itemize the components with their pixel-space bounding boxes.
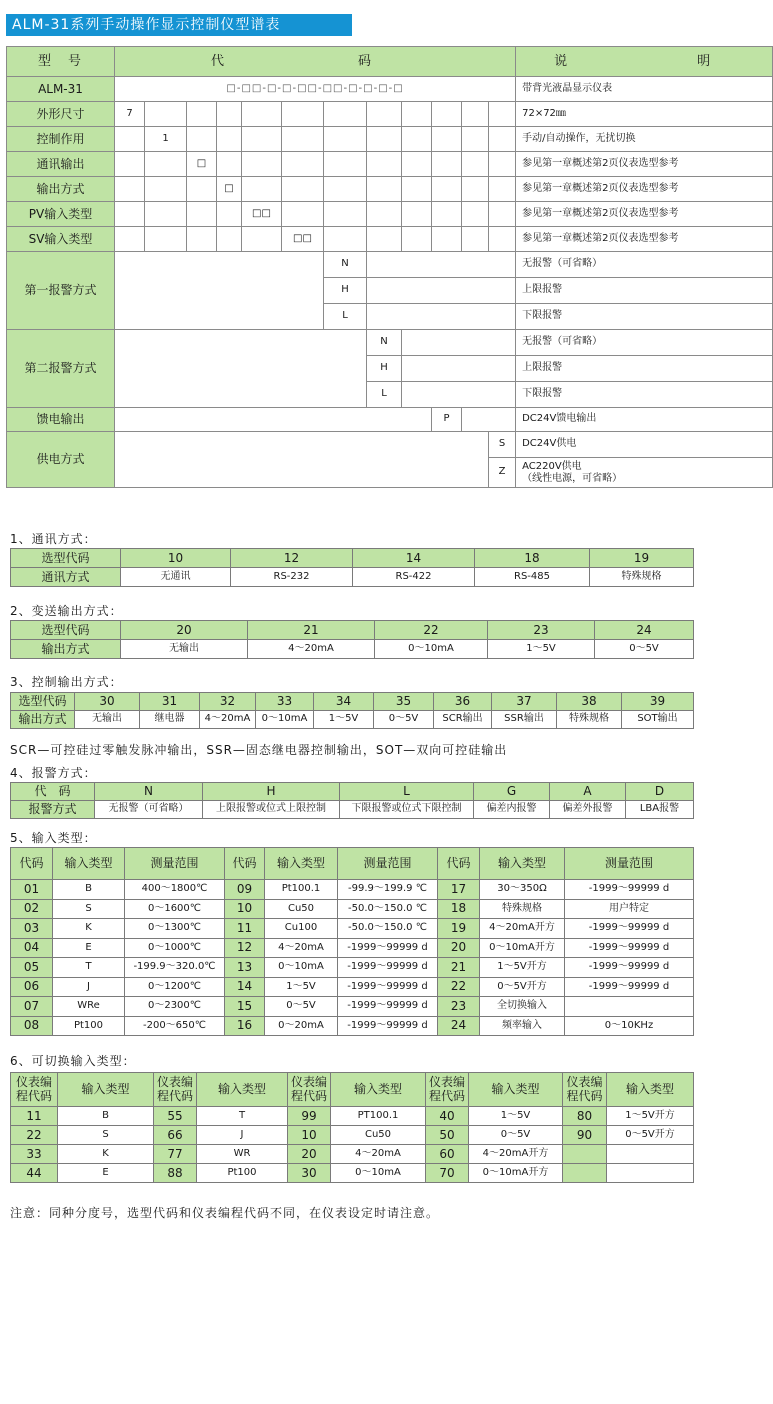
row-code: 7 [115, 102, 145, 127]
input-range-cell: -199.9～320.0℃ [125, 958, 225, 978]
input-type-cell: 0～20mA [265, 1016, 338, 1036]
input-range-cell: 0～1000℃ [125, 938, 225, 958]
input-col-header: 代码 [438, 848, 480, 880]
transmit-value: 0～10mA [375, 640, 488, 659]
transmit-row-label: 输出方式 [11, 640, 121, 659]
switchable-type-cell: WR [197, 1145, 288, 1164]
program-code-cell: 66 [154, 1126, 197, 1145]
switchable-type-cell: 0～10mA [331, 1164, 426, 1183]
alarm-value: 上限报警或位式上限控制 [203, 801, 340, 819]
alarm1-row [7, 304, 773, 330]
alarm-head-label: 代 码 [11, 783, 95, 801]
alarm-value: 下限报警或位式下限控制 [340, 801, 474, 819]
transmit-code: 24 [595, 621, 694, 640]
alarm2-desc: 上限报警 [516, 356, 773, 382]
switchable-type-cell: 4～20mA开方 [469, 1145, 563, 1164]
spec-row [7, 152, 773, 177]
input-code-cell: 19 [438, 919, 480, 939]
program-code-cell [563, 1164, 607, 1183]
spec-row [7, 102, 773, 127]
input-code-cell: 03 [11, 919, 53, 939]
spec-row [7, 227, 773, 252]
input-type-cell: 1～5V开方 [480, 958, 565, 978]
program-code-cell: 70 [426, 1164, 469, 1183]
input-code-cell: 23 [438, 997, 480, 1017]
control-value: 4～20mA [200, 711, 256, 729]
control-head-label: 选型代码 [11, 693, 75, 711]
comm-value: 无通讯 [121, 568, 231, 587]
model-header: 型 号 [7, 47, 115, 77]
input-type-cell: 0～10mA [265, 958, 338, 978]
alarm2-row [7, 330, 773, 356]
switchable-header-row [11, 1073, 694, 1107]
alarm-code: A [550, 783, 626, 801]
alarm2-code: L [367, 382, 402, 408]
input-type-cell: J [53, 977, 125, 997]
input-range-cell: 0～1600℃ [125, 899, 225, 919]
input-type-cell: Pt100.1 [265, 880, 338, 900]
switchable-type-cell: Pt100 [197, 1164, 288, 1183]
alm-label: ALM-31 [7, 77, 115, 102]
alarm-value: 无报警（可省略） [95, 801, 203, 819]
input-type-cell: 特殊规格 [480, 899, 565, 919]
input-type-cell: 1～5V [265, 977, 338, 997]
input-type-cell: S [53, 899, 125, 919]
control-code: 35 [374, 693, 434, 711]
alarm2-row [7, 356, 773, 382]
input-type-cell: 30～350Ω [480, 880, 565, 900]
section6-title: 6、可切换输入类型： [10, 1054, 136, 1068]
row-desc: 参见第一章概述第2页仪表选型参考 [516, 227, 773, 252]
alarm1-code: L [324, 304, 367, 330]
input-type-row [11, 938, 694, 958]
row-label: PV输入类型 [7, 202, 115, 227]
input-col-header: 测量范围 [338, 848, 438, 880]
switchable-input-body [11, 1107, 694, 1183]
input-type-cell: Cu100 [265, 919, 338, 939]
row-code: □ [217, 177, 242, 202]
comm-value: RS-422 [353, 568, 475, 587]
spec-row [7, 202, 773, 227]
switchable-col-header: 输入类型 [331, 1073, 426, 1107]
input-type-row [11, 899, 694, 919]
input-code-cell: 06 [11, 977, 53, 997]
feed-desc: DC24V馈电输出 [516, 408, 773, 432]
transmit-code: 20 [121, 621, 248, 640]
switchable-col-header: 仪表编 程代码 [11, 1073, 58, 1107]
input-code-cell: 17 [438, 880, 480, 900]
control-value: SSR输出 [492, 711, 557, 729]
power-row [7, 458, 773, 488]
control-code: 36 [434, 693, 492, 711]
row-code: □□ [282, 227, 324, 252]
input-code-cell: 24 [438, 1016, 480, 1036]
control-code: 38 [557, 693, 622, 711]
input-type-cell: E [53, 938, 125, 958]
code-header: 代 码 [115, 47, 516, 77]
alarm1-desc: 下限报警 [516, 304, 773, 330]
alarm-value: LBA报警 [626, 801, 694, 819]
alarm-code: G [474, 783, 550, 801]
row-label: 外形尺寸 [7, 102, 115, 127]
input-range-cell: -1999～99999 d [338, 1016, 438, 1036]
input-range-cell: -1999～99999 d [565, 977, 694, 997]
alarm-code: L [340, 783, 474, 801]
input-code-cell: 22 [438, 977, 480, 997]
input-type-cell: 4～20mA [265, 938, 338, 958]
input-code-cell: 16 [225, 1016, 265, 1036]
alarm-code: N [95, 783, 203, 801]
switchable-type-cell: 0～5V [469, 1126, 563, 1145]
comm-value: RS-485 [475, 568, 590, 587]
switchable-col-header: 仪表编 程代码 [563, 1073, 607, 1107]
input-type-cell: B [53, 880, 125, 900]
control-code: 32 [200, 693, 256, 711]
control-code: 30 [75, 693, 140, 711]
program-code-cell: 50 [426, 1126, 469, 1145]
row-code: 1 [145, 127, 187, 152]
input-code-cell: 15 [225, 997, 265, 1017]
program-code-cell: 90 [563, 1126, 607, 1145]
power-row [7, 432, 773, 458]
alarm1-row [7, 278, 773, 304]
model-spec-table [6, 46, 773, 488]
comm-code: 12 [231, 549, 353, 568]
input-code-cell: 07 [11, 997, 53, 1017]
input-range-cell: -1999～99999 d [338, 938, 438, 958]
switchable-type-cell: S [58, 1126, 154, 1145]
input-col-header: 测量范围 [565, 848, 694, 880]
alarm-code-row [11, 783, 694, 801]
switchable-type-cell: K [58, 1145, 154, 1164]
input-range-cell: 400～1800℃ [125, 880, 225, 900]
alarm2-code: N [367, 330, 402, 356]
switchable-col-header: 输入类型 [58, 1073, 154, 1107]
program-code-cell: 22 [11, 1126, 58, 1145]
program-code-cell: 60 [426, 1145, 469, 1164]
switchable-col-header: 仪表编 程代码 [154, 1073, 197, 1107]
input-code-cell: 10 [225, 899, 265, 919]
alarm1-desc: 上限报警 [516, 278, 773, 304]
input-range-cell: -50.0～150.0 ℃ [338, 919, 438, 939]
input-code-cell: 11 [225, 919, 265, 939]
transmit-value: 0～5V [595, 640, 694, 659]
input-type-row [11, 1016, 694, 1036]
transmit-head-label: 选型代码 [11, 621, 121, 640]
transmit-value-row [11, 640, 694, 659]
control-output-table [10, 692, 694, 729]
alm-row [7, 77, 773, 102]
transmit-code: 23 [488, 621, 595, 640]
input-range-cell: 用户特定 [565, 899, 694, 919]
input-code-cell: 09 [225, 880, 265, 900]
input-range-cell: -1999～99999 d [565, 938, 694, 958]
alarm-value-row [11, 801, 694, 819]
input-range-cell: -1999～99999 d [338, 958, 438, 978]
model-header-row [7, 47, 773, 77]
switchable-input-row [11, 1145, 694, 1164]
comm-code: 18 [475, 549, 590, 568]
switchable-type-cell [607, 1164, 694, 1183]
input-range-cell: -200～650℃ [125, 1016, 225, 1036]
program-code-cell: 40 [426, 1107, 469, 1126]
row-label: 通讯输出 [7, 152, 115, 177]
switchable-type-cell: E [58, 1164, 154, 1183]
input-type-row [11, 997, 694, 1017]
input-type-cell: 全切换输入 [480, 997, 565, 1017]
control-code: 37 [492, 693, 557, 711]
input-type-header-row [11, 848, 694, 880]
program-code-cell: 55 [154, 1107, 197, 1126]
comm-code: 19 [590, 549, 694, 568]
switchable-type-cell: 1～5V [469, 1107, 563, 1126]
input-range-cell: 0～2300℃ [125, 997, 225, 1017]
program-code-cell: 44 [11, 1164, 58, 1183]
section1-title: 1、通讯方式： [10, 532, 97, 546]
desc-header: 说 明 [516, 47, 773, 77]
power-desc: AC220V供电 （线性电源，可省略） [516, 458, 773, 488]
control-value: 0～5V [374, 711, 434, 729]
comm-value: RS-232 [231, 568, 353, 587]
program-code-cell [563, 1145, 607, 1164]
input-type-cell: 频率输入 [480, 1016, 565, 1036]
row-desc: 参见第一章概述第2页仪表选型参考 [516, 202, 773, 227]
input-type-row [11, 919, 694, 939]
program-code-cell: 77 [154, 1145, 197, 1164]
input-code-cell: 21 [438, 958, 480, 978]
program-code-cell: 80 [563, 1107, 607, 1126]
alarm1-code: N [324, 252, 367, 278]
input-type-body [11, 880, 694, 1036]
input-range-cell: -99.9～199.9 ℃ [338, 880, 438, 900]
switchable-type-cell: 0～5V开方 [607, 1126, 694, 1145]
input-type-table [10, 847, 694, 1036]
alarm-value: 偏差外报警 [550, 801, 626, 819]
switchable-type-cell: 4～20mA [331, 1145, 426, 1164]
control-value: 无输出 [75, 711, 140, 729]
alarm2-desc: 下限报警 [516, 382, 773, 408]
row-label: SV输入类型 [7, 227, 115, 252]
control-code: 39 [622, 693, 694, 711]
program-code-cell: 99 [288, 1107, 331, 1126]
input-code-cell: 01 [11, 880, 53, 900]
alm-desc: 带背光液晶显示仪表 [516, 77, 773, 102]
input-code-cell: 12 [225, 938, 265, 958]
feed-row [7, 408, 773, 432]
input-code-cell: 04 [11, 938, 53, 958]
row-desc: 72×72㎜ [516, 102, 773, 127]
input-type-cell: T [53, 958, 125, 978]
spec-row [7, 127, 773, 152]
input-range-cell: -50.0～150.0 ℃ [338, 899, 438, 919]
input-type-cell: 0～5V [265, 997, 338, 1017]
comm-row-label: 通讯方式 [11, 568, 121, 587]
input-type-row [11, 977, 694, 997]
comm-value: 特殊规格 [590, 568, 694, 587]
alarm1-code: H [324, 278, 367, 304]
input-type-cell: Cu50 [265, 899, 338, 919]
input-code-cell: 20 [438, 938, 480, 958]
row-desc: 参见第一章概述第2页仪表选型参考 [516, 152, 773, 177]
alarm2-desc: 无报警（可省略） [516, 330, 773, 356]
comm-value-row [11, 568, 694, 587]
input-range-cell: -1999～99999 d [565, 919, 694, 939]
transmit-value: 4～20mA [248, 640, 375, 659]
alarm1-label: 第一报警方式 [7, 252, 115, 330]
control-row-label: 输出方式 [11, 711, 75, 729]
control-output-note: SCR—可控硅过零触发脉冲输出，SSR—固态继电器控制输出，SOT—双向可控硅输出 [10, 743, 508, 757]
input-range-cell: -1999～99999 d [565, 880, 694, 900]
power-code: S [489, 432, 516, 458]
input-type-cell: 4～20mA开方 [480, 919, 565, 939]
input-col-header: 输入类型 [265, 848, 338, 880]
switchable-input-table [10, 1072, 694, 1183]
switchable-type-cell: J [197, 1126, 288, 1145]
input-range-cell: -1999～99999 d [338, 997, 438, 1017]
section4-title: 4、报警方式： [10, 766, 97, 780]
switchable-col-header: 输入类型 [197, 1073, 288, 1107]
input-code-cell: 05 [11, 958, 53, 978]
switchable-type-cell: 0～10mA开方 [469, 1164, 563, 1183]
input-range-cell: 0～1200℃ [125, 977, 225, 997]
program-code-cell: 88 [154, 1164, 197, 1183]
transmit-code: 22 [375, 621, 488, 640]
comm-code: 14 [353, 549, 475, 568]
program-code-cell: 11 [11, 1107, 58, 1126]
control-value: 继电器 [140, 711, 200, 729]
switchable-col-header: 输入类型 [469, 1073, 563, 1107]
input-range-cell: 0～1300℃ [125, 919, 225, 939]
input-type-cell: 0～5V开方 [480, 977, 565, 997]
control-value: 1～5V [314, 711, 374, 729]
feed-label: 馈电输出 [7, 408, 115, 432]
power-code: Z [489, 458, 516, 488]
control-code: 31 [140, 693, 200, 711]
input-range-cell: 0～10KHz [565, 1016, 694, 1036]
power-label: 供电方式 [7, 432, 115, 488]
alarm-row-label: 报警方式 [11, 801, 95, 819]
switchable-type-cell: Cu50 [331, 1126, 426, 1145]
feed-code: P [432, 408, 462, 432]
alarm1-row [7, 252, 773, 278]
input-range-cell: -1999～99999 d [565, 958, 694, 978]
spec-row [7, 177, 773, 202]
control-value: SOT输出 [622, 711, 694, 729]
input-code-cell: 08 [11, 1016, 53, 1036]
row-desc: 手动/自动操作，无扰切换 [516, 127, 773, 152]
page-title: ALM-31系列手动操作显示控制仪型谱表 [6, 14, 352, 36]
transmit-table [10, 620, 694, 659]
alarm2-code: H [367, 356, 402, 382]
bottom-note: 注意：同种分度号，选型代码和仪表编程代码不同，在仪表设定时请注意。 [10, 1206, 440, 1220]
section3-title: 3、控制输出方式： [10, 675, 123, 689]
switchable-col-header: 仪表编 程代码 [288, 1073, 331, 1107]
input-type-row [11, 958, 694, 978]
input-col-header: 测量范围 [125, 848, 225, 880]
transmit-code-row [11, 621, 694, 640]
code-pattern: □-□□-□-□-□□-□□-□-□-□-□ [115, 77, 516, 102]
switchable-input-row [11, 1107, 694, 1126]
alarm-code: H [203, 783, 340, 801]
input-type-cell: 0～10mA开方 [480, 938, 565, 958]
section5-title: 5、输入类型： [10, 831, 97, 845]
comm-code: 10 [121, 549, 231, 568]
input-code-cell: 13 [225, 958, 265, 978]
section2-title: 2、变送输出方式： [10, 604, 123, 618]
control-value: SCR输出 [434, 711, 492, 729]
transmit-value: 1～5V [488, 640, 595, 659]
program-code-cell: 33 [11, 1145, 58, 1164]
input-range-cell [565, 997, 694, 1017]
input-col-header: 输入类型 [53, 848, 125, 880]
program-code-cell: 20 [288, 1145, 331, 1164]
row-label: 输出方式 [7, 177, 115, 202]
alarm-code: D [626, 783, 694, 801]
switchable-input-row [11, 1126, 694, 1145]
alarm-mode-table [10, 782, 694, 819]
input-type-cell: WRe [53, 997, 125, 1017]
alarm-value: 偏差内报警 [474, 801, 550, 819]
transmit-code: 21 [248, 621, 375, 640]
alarm2-label: 第二报警方式 [7, 330, 115, 408]
switchable-input-row [11, 1164, 694, 1183]
row-desc: 参见第一章概述第2页仪表选型参考 [516, 177, 773, 202]
switchable-type-cell: 1～5V开方 [607, 1107, 694, 1126]
control-value: 特殊规格 [557, 711, 622, 729]
power-desc: DC24V供电 [516, 432, 773, 458]
input-type-row [11, 880, 694, 900]
control-value-row [11, 711, 694, 729]
control-value: 0～10mA [256, 711, 314, 729]
switchable-type-cell: T [197, 1107, 288, 1126]
switchable-type-cell: PT100.1 [331, 1107, 426, 1126]
row-code: □ [187, 152, 217, 177]
input-code-cell: 02 [11, 899, 53, 919]
control-code: 34 [314, 693, 374, 711]
input-type-cell: K [53, 919, 125, 939]
alarm2-row [7, 382, 773, 408]
row-code: □□ [242, 202, 282, 227]
switchable-type-cell [607, 1145, 694, 1164]
switchable-type-cell: B [58, 1107, 154, 1126]
input-col-header: 代码 [225, 848, 265, 880]
comm-table [10, 548, 694, 587]
input-code-cell: 14 [225, 977, 265, 997]
program-code-cell: 30 [288, 1164, 331, 1183]
transmit-value: 无输出 [121, 640, 248, 659]
switchable-col-header: 仪表编 程代码 [426, 1073, 469, 1107]
row-label: 控制作用 [7, 127, 115, 152]
switchable-col-header: 输入类型 [607, 1073, 694, 1107]
comm-code-row [11, 549, 694, 568]
input-col-header: 代码 [11, 848, 53, 880]
control-code: 33 [256, 693, 314, 711]
alarm1-desc: 无报警（可省略） [516, 252, 773, 278]
program-code-cell: 10 [288, 1126, 331, 1145]
control-code-row [11, 693, 694, 711]
input-range-cell: -1999～99999 d [338, 977, 438, 997]
comm-head-label: 选型代码 [11, 549, 121, 568]
input-type-cell: Pt100 [53, 1016, 125, 1036]
input-col-header: 输入类型 [480, 848, 565, 880]
input-code-cell: 18 [438, 899, 480, 919]
